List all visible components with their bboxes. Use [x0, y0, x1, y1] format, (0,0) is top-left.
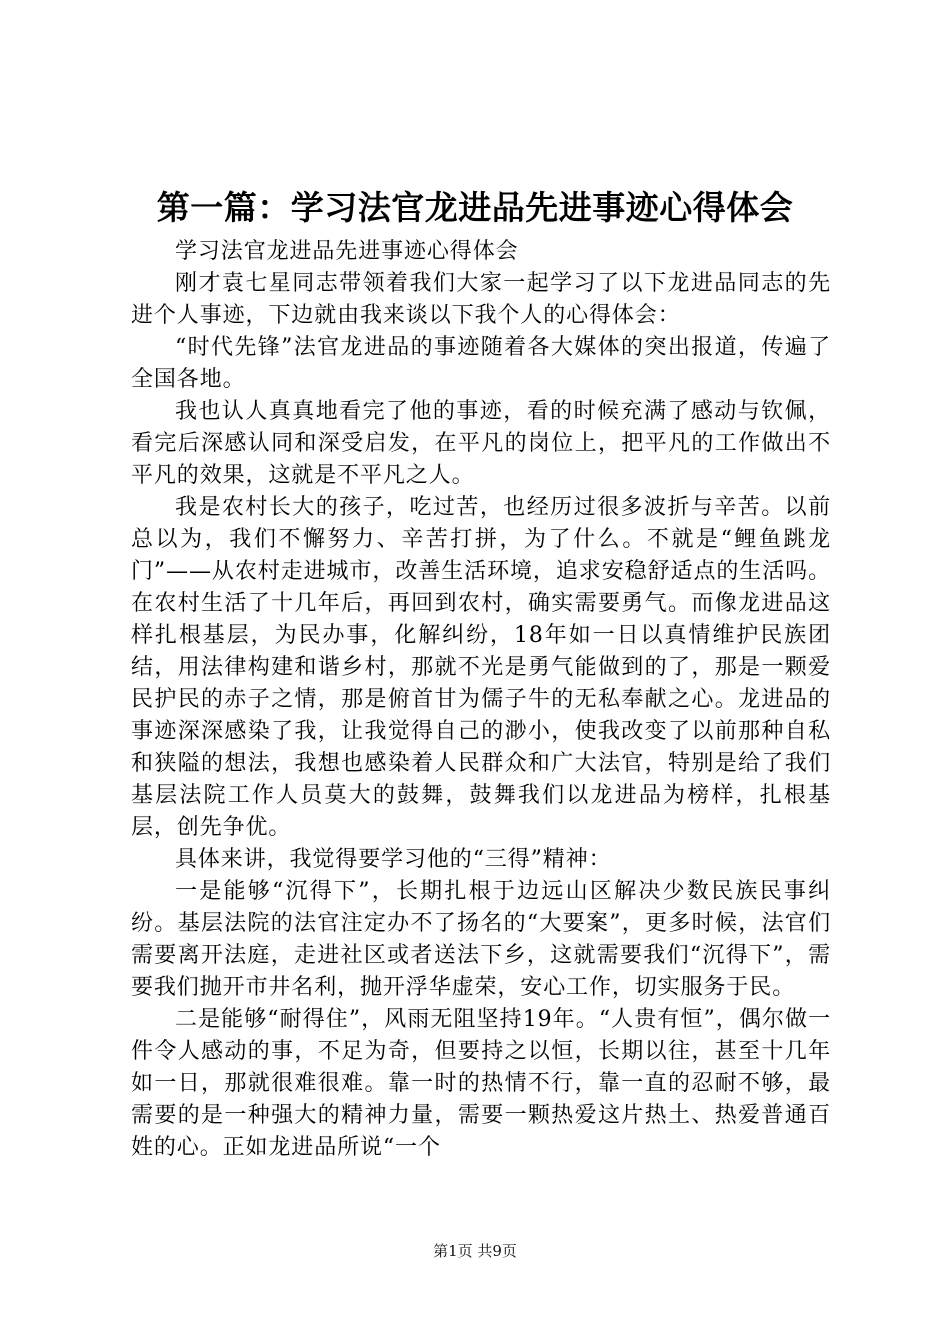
document-body	[131, 236, 831, 1164]
paragraph: 二是能够“耐得住”，风雨无阻坚持19年。“人贵有恒”，偶尔做一件令人感动的事，不足为奇，但要持之以恒，长期以往，甚至十几年如一日，那就很难很难。靠一时的热情不行，靠一直的忍耐不够，最需要的是一种强大的精神力量，需要一颗热爱这片热土、热爱普通百姓的心。正如龙进品所说“一个	[131, 1007, 831, 1160]
document-title: 第一篇：学习法官龙进品先进事迹心得体会	[156, 188, 794, 227]
page-number-footer: 第1页 共9页	[433, 1242, 517, 1260]
paragraph: 我也认人真真地看完了他的事迹，看的时候充满了感动与钦佩，看完后深感认同和深受启发，在平凡的岗位上，把平凡的工作做出不平凡的效果，这就是不平凡之人。	[131, 399, 831, 488]
paragraph: “时代先锋”法官龙进品的事迹随着各大媒体的突出报道，传遍了全国各地。	[131, 335, 831, 392]
paragraph: 刚才袁七星同志带领着我们大家一起学习了以下龙进品同志的先进个人事迹，下边就由我来谈以下我个人的心得体会：	[131, 271, 831, 328]
paragraph: 我是农村长大的孩子，吃过苦，也经历过很多波折与辛苦。以前总以为，我们不懈努力、辛苦打拼，为了什么。不就是“鲤鱼跳龙门”——从农村走进城市，改善生活环境，追求安稳舒适点的生活吗。在农村生活了十几年后，再回到农村，确实需要勇气。而像龙进品这样扎根基层，为民办事，化解纠纷，18年如一日以真情维护民族团结，用法律构建和谐乡村，那就不光是勇气能做到的了，那是一颗爱民护民的赤子之情，那是俯首甘为儒子牛的无私奉献之心。龙进品的事迹深深感染了我，让我觉得自己的渺小，使我改变了以前那种自私和狭隘的想法，我想也感染着人民群众和广大法官，特别是给了我们基层法院工作人员莫大的鼓舞，鼓舞我们以龙进品为榜样，扎根基层，创先争优。	[131, 495, 831, 840]
paragraph: 具体来讲，我觉得要学习他的“三得”精神：	[175, 847, 612, 872]
paragraph: 一是能够“沉得下”，长期扎根于边远山区解决少数民族民事纠纷。基层法院的法官注定办不了扬名的“大要案”，更多时候，法官们需要离开法庭，走进社区或者送法下乡，这就需要我们“沉得下”，需要我们抛开市井名利，抛开浮华虚荣，安心工作，切实服务于民。	[131, 879, 831, 1000]
paragraph: 学习法官龙进品先进事迹心得体会	[175, 239, 519, 264]
